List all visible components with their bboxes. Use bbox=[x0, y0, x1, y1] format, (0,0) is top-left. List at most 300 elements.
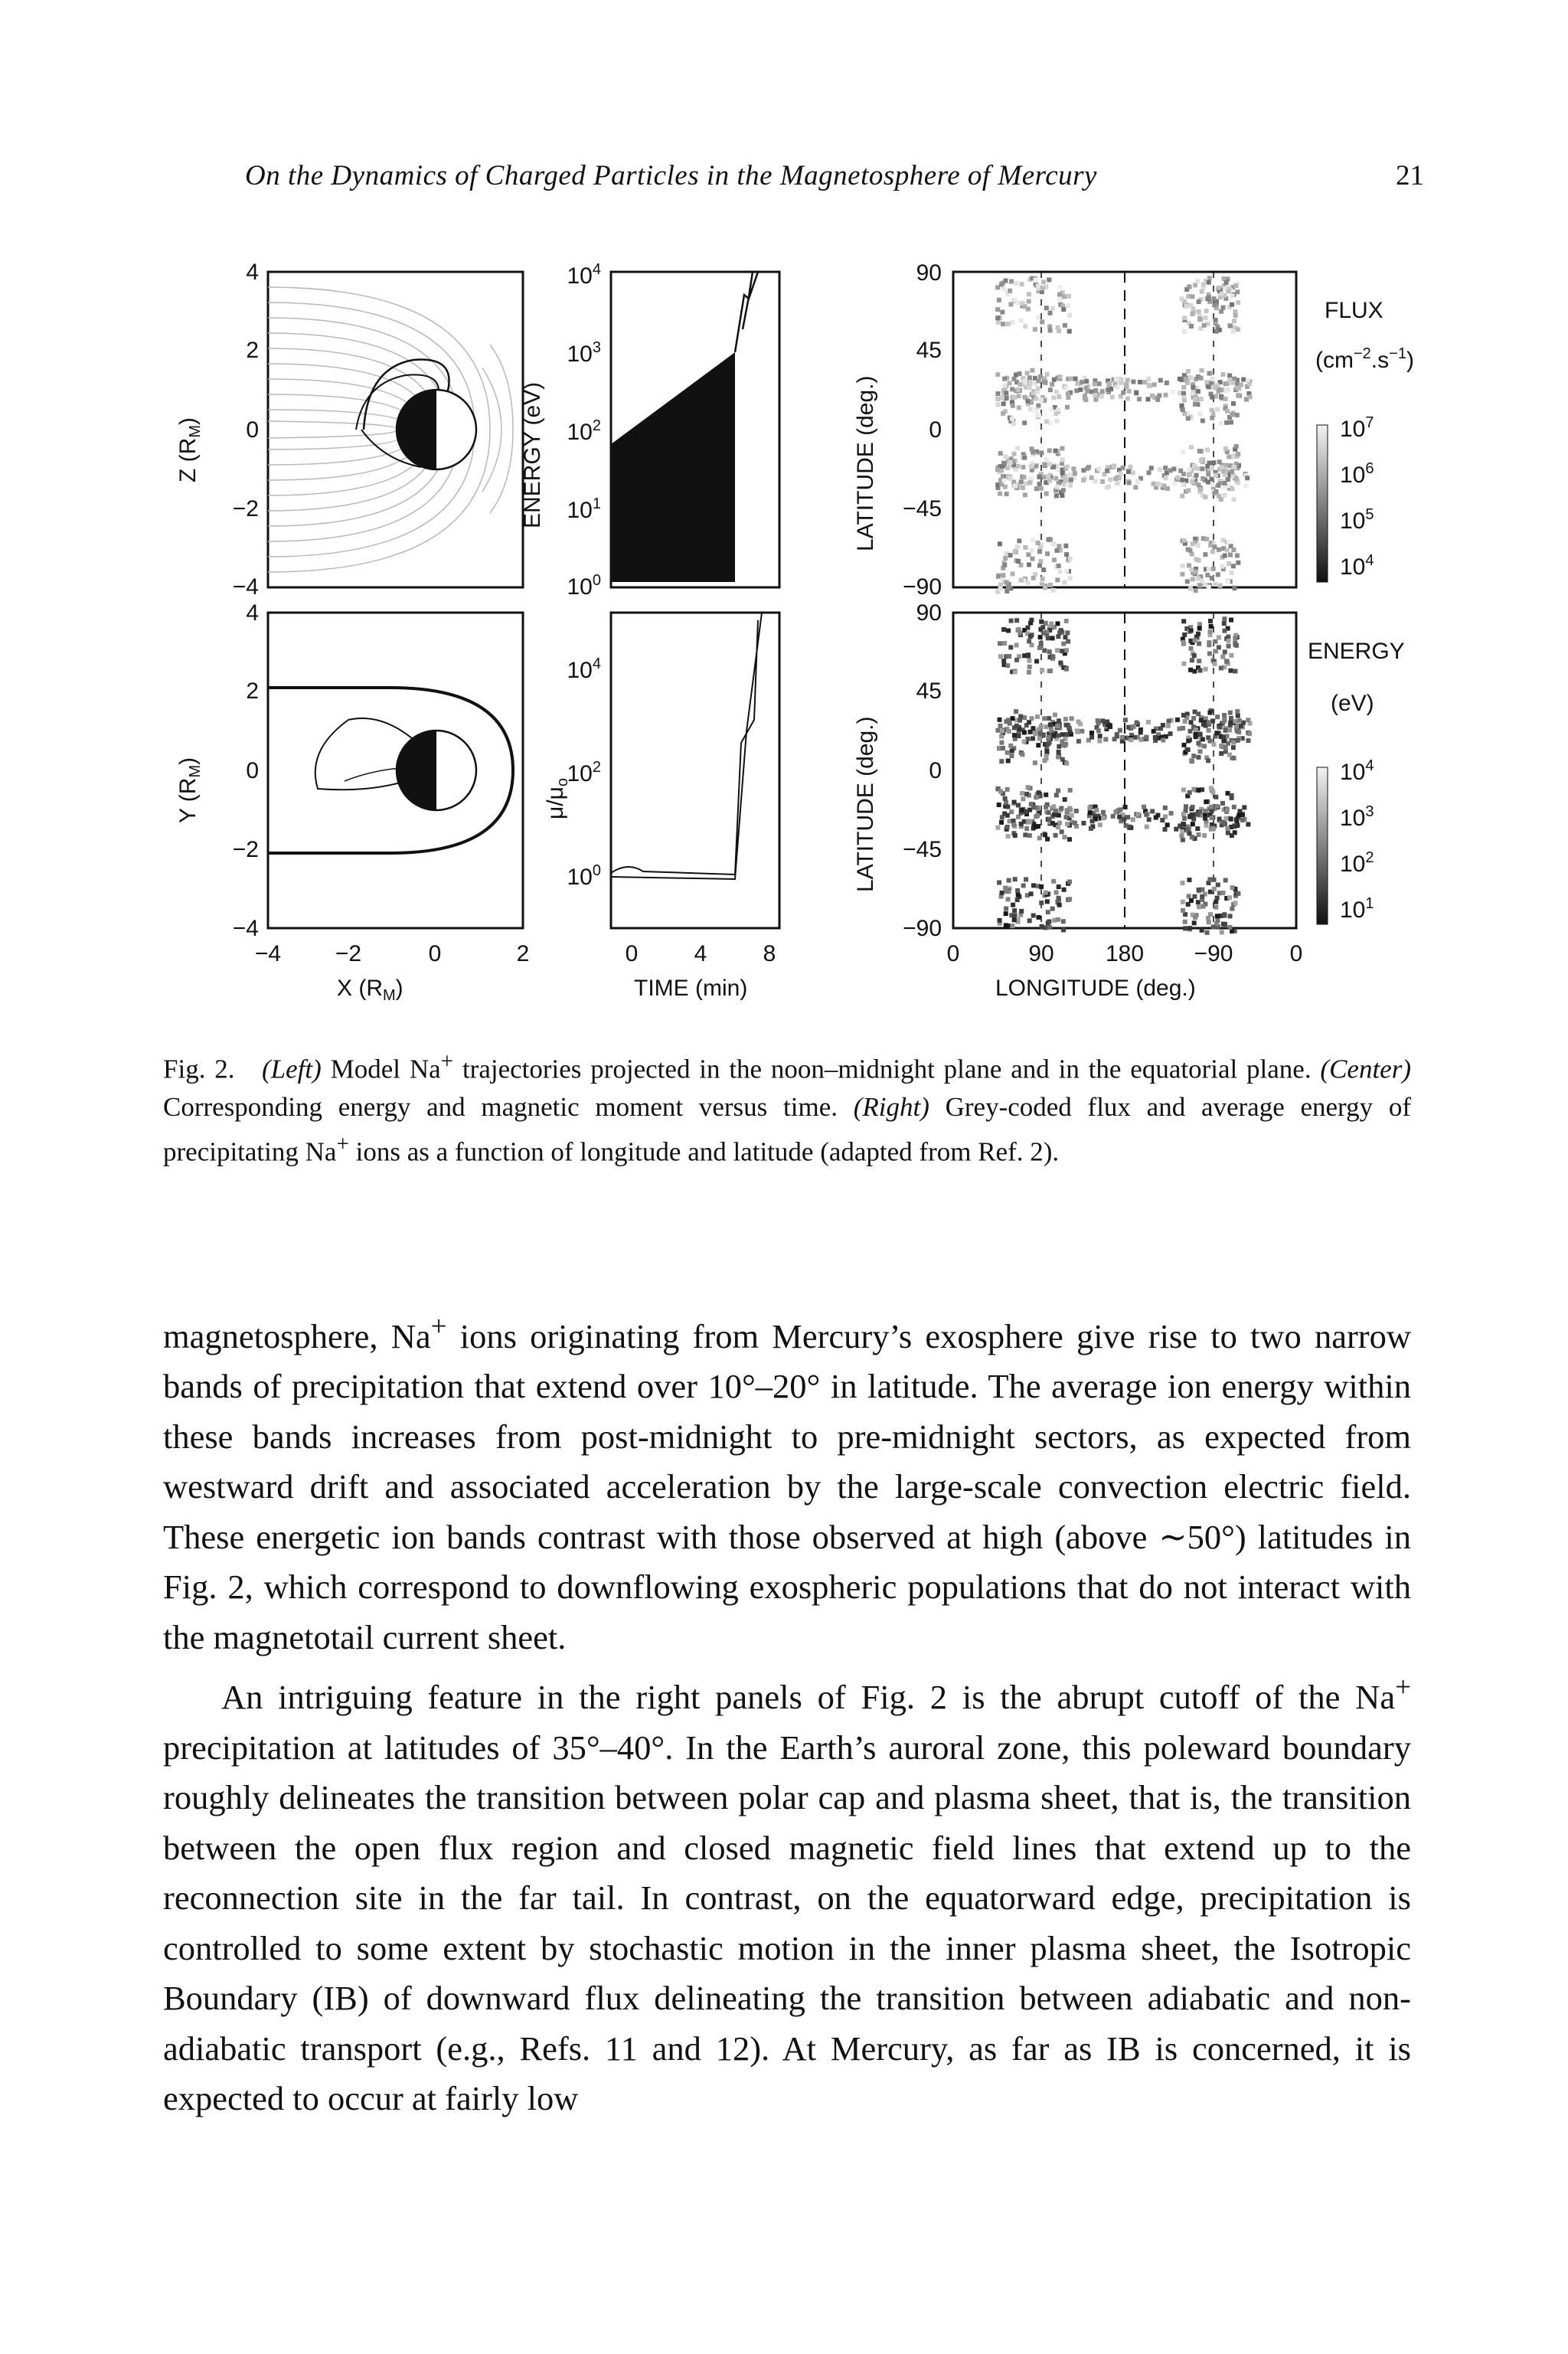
scatter-pixel bbox=[1044, 419, 1049, 423]
scatter-pixel bbox=[1039, 486, 1044, 491]
scatter-pixel bbox=[1223, 629, 1227, 633]
scatter-pixel bbox=[1107, 381, 1112, 386]
scatter-pixel bbox=[1182, 538, 1187, 543]
scatter-pixel bbox=[1188, 729, 1193, 734]
scatter-pixel bbox=[1229, 653, 1233, 658]
scatter-pixel bbox=[1158, 378, 1163, 383]
scatter-pixel bbox=[1034, 463, 1039, 468]
scatter-pixel bbox=[1041, 280, 1046, 284]
scatter-pixel bbox=[1227, 373, 1232, 378]
scatter-pixel bbox=[1207, 584, 1211, 589]
flux-legend bbox=[1315, 298, 1414, 582]
scatter-pixel bbox=[1146, 377, 1151, 381]
scatter-pixel bbox=[1031, 450, 1035, 455]
scatter-pixel bbox=[1025, 399, 1030, 404]
scatter-pixel bbox=[1204, 809, 1208, 813]
scatter-pixel bbox=[1157, 394, 1161, 398]
scatter-pixel bbox=[1012, 917, 1017, 922]
scatter-pixel bbox=[1191, 306, 1196, 311]
scatter-pixel bbox=[1016, 464, 1021, 469]
scatter-pixel bbox=[1233, 283, 1238, 288]
scatter-pixel bbox=[1186, 416, 1191, 420]
scatter-pixel bbox=[1006, 759, 1011, 763]
scatter-pixel bbox=[1217, 725, 1222, 730]
scatter-pixel bbox=[1047, 925, 1052, 930]
svg-text:102: $10^2$ bbox=[567, 417, 601, 445]
scatter-pixel bbox=[1050, 306, 1055, 311]
scatter-pixel bbox=[1064, 569, 1069, 574]
scatter-pixel bbox=[1054, 449, 1058, 453]
scatter-pixel bbox=[1127, 389, 1132, 394]
scatter-pixel bbox=[1214, 905, 1218, 910]
scatter-pixel bbox=[1051, 395, 1056, 400]
scatter-pixel bbox=[1185, 579, 1190, 584]
scatter-pixel bbox=[1004, 580, 1009, 585]
svg-text:105: $10^5$ bbox=[1340, 506, 1374, 534]
scatter-pixel bbox=[1042, 379, 1047, 384]
scatter-pixel bbox=[1221, 372, 1226, 377]
scatter-pixel bbox=[1105, 469, 1109, 473]
scatter-pixel bbox=[1049, 407, 1054, 412]
scatter-pixel bbox=[1200, 368, 1204, 373]
scatter-pixel bbox=[1131, 380, 1135, 384]
scatter-pixel bbox=[1221, 306, 1226, 310]
scatter-pixel bbox=[1209, 624, 1214, 629]
scatter-pixel bbox=[1207, 728, 1211, 733]
scatter-pixel bbox=[1053, 713, 1057, 718]
scatter-pixel bbox=[1196, 900, 1200, 904]
scatter-pixel bbox=[1197, 904, 1201, 909]
scatter-pixel bbox=[1099, 394, 1104, 399]
scatter-pixel bbox=[1192, 894, 1197, 899]
scatter-pixel bbox=[1221, 734, 1226, 739]
scatter-pixel bbox=[1211, 460, 1216, 465]
scatter-pixel bbox=[1068, 788, 1073, 793]
scatter-pixel bbox=[1216, 483, 1220, 488]
scatter-pixel bbox=[1097, 739, 1102, 744]
scatter-pixel bbox=[1031, 726, 1035, 731]
scatter-pixel bbox=[1187, 926, 1192, 930]
scatter-pixel bbox=[1210, 395, 1214, 400]
scatter-pixel bbox=[1013, 483, 1018, 488]
scatter-pixel bbox=[1029, 802, 1034, 806]
scatter-pixel bbox=[1192, 669, 1197, 674]
scatter-pixel bbox=[1182, 316, 1187, 320]
scatter-pixel bbox=[1191, 822, 1195, 826]
scatter-pixel bbox=[1227, 455, 1231, 459]
scatter-pixel bbox=[1227, 378, 1232, 383]
scatter-pixel bbox=[998, 492, 1002, 496]
scatter-pixel bbox=[1113, 809, 1118, 814]
scatter-pixel bbox=[1212, 742, 1217, 747]
scatter-pixel bbox=[1048, 583, 1053, 587]
scatter-pixel bbox=[1063, 742, 1068, 747]
scatter-pixel bbox=[1178, 469, 1183, 473]
scatter-pixel bbox=[1067, 880, 1072, 884]
scatter-pixel bbox=[1078, 721, 1083, 726]
scatter-pixel bbox=[1061, 927, 1066, 932]
scatter-pixel bbox=[1131, 471, 1135, 476]
scatter-pixel bbox=[1213, 544, 1217, 549]
scatter-pixel bbox=[1181, 822, 1186, 826]
scatter-pixel bbox=[1064, 667, 1069, 672]
scatter-pixel bbox=[1045, 372, 1050, 377]
scatter-pixel bbox=[1181, 726, 1185, 731]
scatter-pixel bbox=[1207, 711, 1212, 715]
scatter-pixel bbox=[995, 391, 1000, 396]
scatter-pixel bbox=[1044, 793, 1048, 797]
scatter-pixel bbox=[1226, 580, 1230, 584]
scatter-pixel bbox=[1163, 827, 1168, 832]
scatter-pixel bbox=[1024, 792, 1029, 796]
scatter-pixel bbox=[1088, 810, 1093, 815]
scatter-pixel bbox=[1016, 559, 1021, 564]
center-top-ylabel: ENERGY (eV) bbox=[520, 381, 545, 528]
scatter-pixel bbox=[1054, 419, 1059, 423]
right-bottom-xlabel: LONGITUDE (deg.) bbox=[995, 976, 1196, 1001]
scatter-pixel bbox=[1227, 644, 1231, 649]
scatter-pixel bbox=[1013, 877, 1018, 881]
scatter-pixel bbox=[1118, 807, 1122, 812]
scatter-pixel bbox=[1023, 304, 1027, 309]
scatter-pixel bbox=[1034, 397, 1038, 401]
svg-text:−2: −2 bbox=[232, 496, 259, 521]
scatter-pixel bbox=[1036, 541, 1040, 545]
scatter-pixel bbox=[1063, 580, 1067, 585]
scatter-pixel bbox=[1199, 487, 1204, 492]
scatter-pixel bbox=[1221, 891, 1226, 895]
left-bottom-xticks bbox=[255, 941, 529, 966]
scatter-pixel bbox=[1206, 384, 1210, 389]
scatter-pixel bbox=[1047, 479, 1052, 483]
scatter-pixel bbox=[1227, 639, 1231, 643]
scatter-pixel bbox=[1056, 634, 1060, 639]
scatter-pixel bbox=[1231, 329, 1236, 334]
svg-text:0: 0 bbox=[625, 941, 639, 966]
scatter-pixel bbox=[1231, 741, 1236, 745]
scatter-pixel bbox=[1005, 663, 1010, 668]
scatter-pixel bbox=[1181, 908, 1185, 913]
scatter-pixel bbox=[1225, 548, 1230, 552]
scatter-pixel bbox=[1215, 407, 1220, 412]
scatter-pixel bbox=[1025, 626, 1030, 630]
scatter-pixel bbox=[1231, 401, 1236, 406]
scatter-pixel bbox=[1125, 383, 1129, 387]
scatter-pixel bbox=[1181, 900, 1185, 904]
scatter-pixel bbox=[1056, 825, 1060, 829]
scatter-pixel bbox=[1178, 377, 1182, 381]
scatter-pixel bbox=[1228, 711, 1233, 715]
svg-text:0: 0 bbox=[246, 417, 259, 443]
scatter-pixel bbox=[1223, 397, 1228, 401]
scatter-pixel bbox=[1075, 381, 1080, 386]
scatter-pixel bbox=[1039, 641, 1044, 646]
scatter-pixel bbox=[1191, 716, 1196, 721]
scatter-pixel bbox=[1067, 837, 1072, 842]
scatter-pixel bbox=[1019, 319, 1024, 323]
scatter-pixel bbox=[1236, 813, 1241, 818]
svg-text:−45: −45 bbox=[903, 496, 942, 521]
scatter-pixel bbox=[998, 654, 1003, 659]
scatter-pixel bbox=[1229, 618, 1233, 623]
svg-text:104: $10^4$ bbox=[1340, 552, 1374, 580]
scatter-pixel bbox=[1065, 630, 1070, 635]
scatter-pixel bbox=[1187, 894, 1191, 898]
scatter-pixel bbox=[1065, 465, 1070, 469]
scatter-pixel bbox=[1152, 729, 1156, 734]
scatter-pixel bbox=[1058, 285, 1063, 289]
scatter-pixel bbox=[1160, 818, 1165, 822]
svg-text:−2: −2 bbox=[232, 837, 259, 862]
scatter-pixel bbox=[1223, 728, 1228, 733]
scatter-pixel bbox=[1062, 888, 1067, 892]
scatter-pixel bbox=[1207, 280, 1211, 285]
scatter-pixel bbox=[1219, 751, 1223, 756]
scatter-pixel bbox=[1197, 809, 1202, 814]
scatter-pixel bbox=[1190, 479, 1194, 484]
scatter-pixel bbox=[998, 451, 1003, 456]
scatter-pixel bbox=[1039, 620, 1044, 624]
scatter-pixel bbox=[1230, 796, 1234, 800]
scatter-pixel bbox=[1008, 476, 1013, 481]
svg-text:(eV): (eV) bbox=[1331, 691, 1374, 716]
scatter-pixel bbox=[1221, 538, 1226, 543]
scatter-pixel bbox=[1066, 391, 1070, 396]
scatter-pixel bbox=[1073, 377, 1078, 381]
scatter-pixel bbox=[1029, 618, 1034, 623]
scatter-pixel bbox=[1040, 625, 1045, 629]
scatter-pixel bbox=[999, 759, 1004, 763]
scatter-pixel bbox=[1056, 755, 1060, 760]
scatter-pixel bbox=[1061, 642, 1066, 646]
scatter-pixel bbox=[1150, 394, 1155, 398]
scatter-pixel bbox=[1210, 826, 1215, 831]
scatter-pixel bbox=[1233, 636, 1237, 640]
center-bottom-xlabel: TIME (min) bbox=[634, 976, 748, 1001]
scatter-pixel bbox=[1083, 397, 1088, 402]
scatter-pixel bbox=[1230, 885, 1235, 890]
scatter-pixel bbox=[1008, 289, 1012, 293]
scatter-pixel bbox=[1246, 738, 1251, 743]
scatter-pixel bbox=[1050, 382, 1054, 387]
scatter-pixel bbox=[1190, 391, 1194, 396]
scatter-pixel bbox=[1004, 800, 1008, 805]
scatter-pixel bbox=[1057, 394, 1061, 399]
svg-text:4: 4 bbox=[246, 260, 259, 285]
scatter-pixel bbox=[1024, 481, 1028, 486]
scatter-pixel bbox=[1018, 630, 1022, 635]
scatter-pixel bbox=[1200, 289, 1204, 294]
scatter-pixel bbox=[1182, 398, 1187, 403]
scatter-pixel bbox=[1069, 478, 1073, 482]
scatter-pixel bbox=[1093, 393, 1098, 397]
scatter-pixel bbox=[1203, 316, 1207, 320]
scatter-pixel bbox=[1063, 635, 1068, 639]
scatter-pixel bbox=[1063, 385, 1068, 390]
scatter-pixel bbox=[1039, 397, 1044, 402]
scatter-pixel bbox=[1015, 446, 1020, 450]
scatter-pixel bbox=[1051, 733, 1056, 737]
scatter-pixel bbox=[1223, 446, 1228, 451]
scatter-pixel bbox=[1135, 812, 1140, 817]
scatter-pixel bbox=[1221, 739, 1226, 744]
scatter-pixel bbox=[1236, 452, 1240, 456]
scatter-pixel bbox=[1171, 466, 1176, 471]
scatter-pixel bbox=[1146, 397, 1151, 401]
scatter-pixel bbox=[1211, 924, 1216, 929]
scatter-pixel bbox=[1152, 482, 1156, 486]
scatter-pixel bbox=[1026, 785, 1031, 790]
scatter-pixel bbox=[1199, 458, 1204, 463]
scatter-pixel bbox=[1192, 920, 1197, 925]
scatter-pixel bbox=[998, 583, 1003, 587]
scatter-pixel bbox=[1057, 374, 1062, 379]
scatter-pixel bbox=[1210, 408, 1214, 413]
center-bottom-xticks bbox=[626, 941, 776, 966]
scatter-pixel bbox=[1033, 760, 1037, 765]
scatter-pixel bbox=[1207, 295, 1211, 299]
running-title: On the Dynamics of Charged Particles in the Magnetosphere of Mercury bbox=[245, 160, 1097, 191]
scatter-pixel bbox=[1001, 322, 1005, 326]
scatter-pixel bbox=[1016, 803, 1021, 808]
scatter-pixel bbox=[1195, 279, 1200, 283]
scatter-pixel bbox=[1044, 891, 1048, 895]
scatter-pixel bbox=[1235, 709, 1240, 714]
flux-scatter bbox=[995, 276, 1253, 594]
scatter-pixel bbox=[1040, 577, 1045, 581]
scatter-pixel bbox=[1207, 652, 1212, 656]
scatter-pixel bbox=[1096, 718, 1100, 723]
scatter-pixel bbox=[1162, 484, 1167, 489]
scatter-pixel bbox=[1051, 541, 1056, 546]
paragraph-1: magnetosphere, Na+ ions originating from Mercury’s exosphere give rise to two narrow bands of precipitation that extend over 10°–20° in latitude. The average ion energy within these bands increases from post-midnight to pre-midnight sectors, as expected from westward drift and associated acceleration by the large-scale convection electric field. These energetic ion bands contrast with those observed at high (above ∼50°) latitudes in Fig. 2, which correspond to downflowing exospheric populations that do not interact with the magnetotail current sheet. bbox=[163, 1311, 1411, 1656]
scatter-pixel bbox=[1039, 450, 1044, 455]
svg-text:ENERGY: ENERGY bbox=[1308, 639, 1405, 664]
scatter-pixel bbox=[1112, 737, 1117, 741]
scatter-pixel bbox=[1037, 549, 1042, 554]
scatter-pixel bbox=[1020, 808, 1024, 812]
scatter-pixel bbox=[1223, 922, 1227, 927]
scatter-pixel bbox=[1027, 476, 1032, 481]
scatter-pixel bbox=[1037, 564, 1042, 568]
left-bottom-yticks bbox=[233, 600, 259, 941]
scatter-pixel bbox=[1090, 819, 1095, 823]
scatter-pixel bbox=[1231, 745, 1236, 750]
scatter-pixel bbox=[1207, 461, 1212, 466]
scatter-pixel bbox=[1217, 286, 1221, 290]
scatter-pixel bbox=[1012, 395, 1017, 400]
scatter-pixel bbox=[1215, 804, 1220, 809]
scatter-pixel bbox=[1139, 737, 1144, 742]
scatter-pixel bbox=[1240, 818, 1245, 822]
scatter-pixel bbox=[1031, 576, 1036, 580]
scatter-pixel bbox=[1060, 649, 1064, 653]
scatter-pixel bbox=[995, 307, 1000, 312]
scatter-pixel bbox=[1234, 476, 1239, 481]
scatter-pixel bbox=[1220, 292, 1224, 296]
svg-text:−2: −2 bbox=[335, 941, 362, 966]
scatter-pixel bbox=[1016, 893, 1021, 897]
scatter-pixel bbox=[1208, 543, 1213, 548]
scatter-pixel bbox=[1230, 907, 1234, 911]
scatter-pixel bbox=[999, 468, 1004, 472]
scatter-pixel bbox=[1181, 713, 1186, 718]
scatter-pixel bbox=[1065, 808, 1070, 812]
scatter-pixel bbox=[1188, 548, 1193, 553]
scatter-pixel bbox=[1042, 462, 1047, 466]
scatter-pixel bbox=[1044, 724, 1048, 729]
scatter-pixel bbox=[1189, 629, 1194, 633]
scatter-pixel bbox=[1031, 914, 1036, 918]
svg-text:−45: −45 bbox=[903, 837, 942, 862]
scatter-pixel bbox=[1010, 924, 1014, 928]
scatter-pixel bbox=[1048, 387, 1053, 392]
scatter-pixel bbox=[1197, 642, 1201, 646]
scatter-pixel bbox=[1230, 571, 1234, 575]
scatter-pixel bbox=[1223, 816, 1228, 821]
scatter-pixel bbox=[1076, 739, 1081, 744]
scatter-pixel bbox=[1181, 391, 1186, 396]
scatter-pixel bbox=[1047, 277, 1051, 282]
scatter-pixel bbox=[1059, 806, 1063, 811]
scatter-pixel bbox=[1210, 790, 1215, 795]
scatter-pixel bbox=[995, 826, 1000, 830]
scatter-pixel bbox=[1200, 928, 1204, 933]
scatter-pixel bbox=[1206, 758, 1210, 763]
scatter-pixel bbox=[1197, 309, 1201, 314]
scatter-pixel bbox=[1224, 659, 1229, 664]
scatter-pixel bbox=[1212, 887, 1217, 891]
scatter-pixel bbox=[1021, 465, 1026, 469]
scatter-pixel bbox=[1036, 386, 1040, 391]
scatter-pixel bbox=[1167, 719, 1171, 724]
scatter-pixel bbox=[1233, 669, 1237, 674]
scatter-pixel bbox=[1204, 823, 1209, 828]
scatter-pixel bbox=[1024, 877, 1028, 881]
scatter-pixel bbox=[1198, 749, 1203, 754]
scatter-pixel bbox=[1011, 571, 1015, 576]
scatter-pixel bbox=[1001, 659, 1006, 663]
scatter-pixel bbox=[1186, 369, 1191, 374]
scatter-pixel bbox=[1004, 492, 1009, 496]
svg-text:0: 0 bbox=[946, 941, 960, 966]
scatter-pixel bbox=[1014, 618, 1019, 623]
scatter-pixel bbox=[1239, 724, 1243, 728]
scatter-pixel bbox=[1243, 484, 1248, 489]
scatter-pixel bbox=[1135, 721, 1139, 725]
body-text bbox=[163, 1302, 1411, 2124]
scatter-pixel bbox=[1031, 538, 1035, 542]
scatter-pixel bbox=[1001, 401, 1006, 406]
scatter-pixel bbox=[1027, 375, 1032, 380]
scatter-pixel bbox=[1039, 724, 1044, 729]
svg-text:102: $10^2$ bbox=[567, 759, 601, 786]
scatter-pixel bbox=[1228, 721, 1233, 725]
scatter-pixel bbox=[1206, 472, 1210, 476]
scatter-pixel bbox=[1006, 585, 1011, 590]
scatter-pixel bbox=[1158, 726, 1163, 731]
scatter-pixel bbox=[1010, 417, 1014, 421]
scatter-pixel bbox=[1022, 739, 1027, 744]
scatter-pixel bbox=[1194, 557, 1199, 562]
scatter-pixel bbox=[1061, 919, 1066, 924]
scatter-pixel bbox=[1013, 297, 1018, 302]
scatter-pixel bbox=[1147, 384, 1152, 388]
scatter-pixel bbox=[1152, 382, 1157, 387]
scatter-pixel bbox=[1054, 891, 1059, 895]
page-number: 21 bbox=[1396, 160, 1424, 191]
scatter-pixel bbox=[1187, 790, 1192, 795]
